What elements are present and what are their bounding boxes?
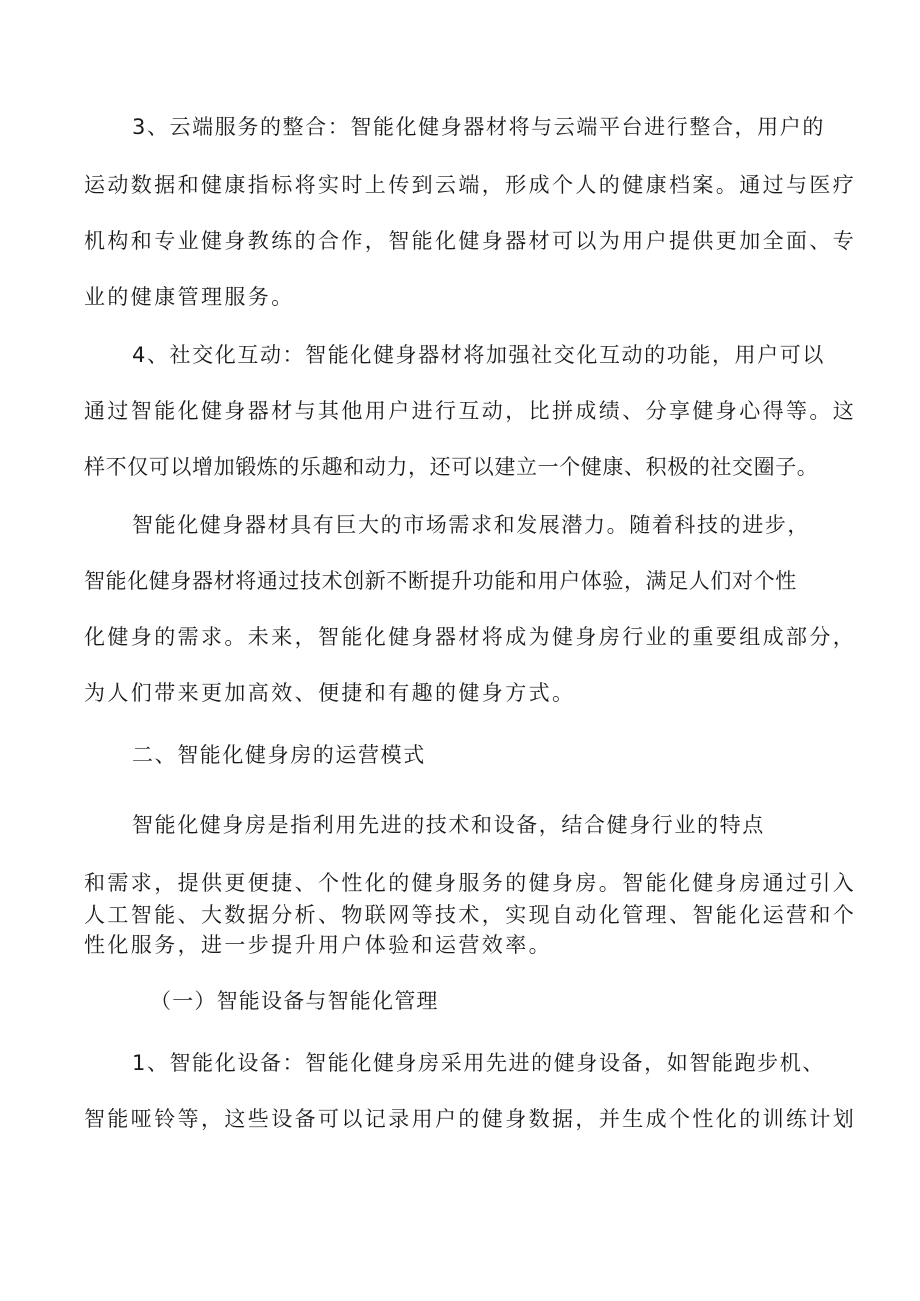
- subheading-1: （一）智能设备与智能化管理: [150, 989, 439, 1013]
- para-1-line-4: 业的健康管理服务。: [84, 285, 295, 309]
- para-3-line-4: 为人们带来更加高效、便捷和有趣的健身方式。: [84, 681, 576, 705]
- para-3-line-2: 智能化健身器材将通过技术创新不断提升功能和用户体验，满足人们对个性: [84, 569, 797, 593]
- para-5-line-2: 智能哑铃等，这些设备可以记录用户的健身数据，并生成个性化的训练计划: [84, 1107, 857, 1131]
- para-5-line-1: 1、智能化设备：智能化健身房采用先进的健身设备，如智能跑步机、: [132, 1051, 825, 1075]
- para-1-line-3: 机构和专业健身教练的合作，智能化健身器材可以为用户提供更加全面、专: [84, 229, 857, 253]
- para-4-line-4: 性化服务，进一步提升用户体验和运营效率。: [84, 933, 552, 957]
- para-2-line-2: 通过智能化健身器材与其他用户进行互动，比拼成绩、分享健身心得等。这: [84, 399, 857, 423]
- para-3-line-3: 化健身的需求。未来，智能化健身器材将成为健身房行业的重要组成部分，: [84, 625, 857, 649]
- para-4-line-1: 智能化健身房是指利用先进的技术和设备，结合健身行业的特点: [132, 813, 765, 837]
- para-3-line-1: 智能化健身器材具有巨大的市场需求和发展潜力。随着科技的进步，: [132, 513, 810, 537]
- para-1-line-2: 运动数据和健康指标将实时上传到云端，形成个人的健康档案。通过与医疗: [84, 173, 857, 197]
- para-2-line-3: 样不仅可以增加锻炼的乐趣和动力，还可以建立一个健康、积极的社交圈子。: [84, 455, 819, 479]
- section-heading-2: 二、智能化健身房的运营模式: [132, 743, 426, 767]
- para-1-line-1: 3、云端服务的整合：智能化健身器材将与云端平台进行整合，用户的: [132, 115, 825, 139]
- para-2-line-1: 4、社交化互动：智能化健身器材将加强社交化互动的功能，用户可以: [132, 343, 825, 367]
- para-4-line-2: 和需求，提供更便捷、个性化的健身服务的健身房。智能化健身房通过引入: [84, 871, 857, 895]
- para-4-line-3: 人工智能、大数据分析、物联网等技术，实现自动化管理、智能化运营和个: [84, 903, 857, 927]
